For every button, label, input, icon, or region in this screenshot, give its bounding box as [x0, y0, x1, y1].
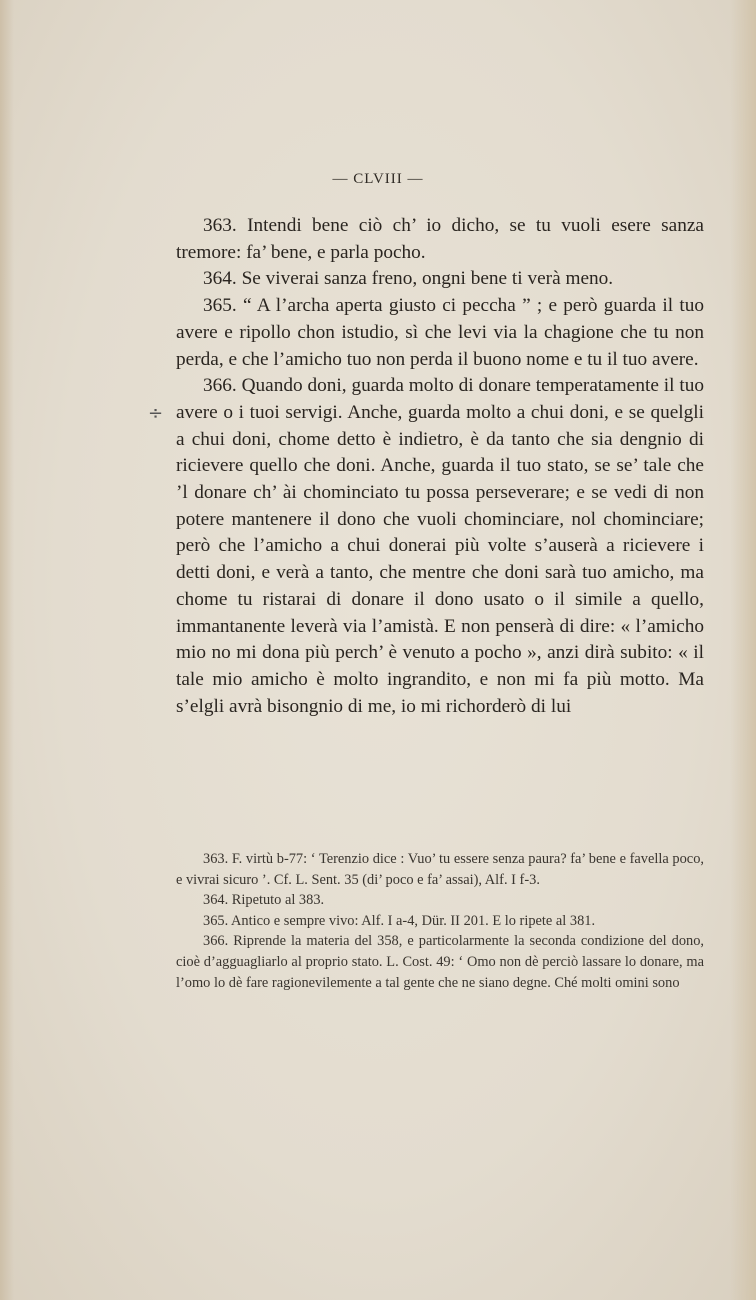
paragraph-363: 363. Intendi bene ciò ch’ io dicho, se tu vuoli esere sanza tremore: fa’ bene, e parla pocho.	[176, 215, 704, 263]
page-edge-right	[730, 0, 756, 1300]
footnote-363: 363. F. virtù b-77: ‘ Terenzio dice : Vuo’ tu essere senza paura? fa’ bene e favella poco, e vivrai sicuro ’. Cf. L. Sent. 35 (di’ poco e fa’ assai), Alf. I f-3.	[176, 851, 704, 888]
paragraph-366: 366. Quando doni, guarda molto di donare temperatamente il tuo avere o i tuoi servigi. Anche, guarda molto a chui doni, e se quelgli a chui doni, chome detto è indietro, è da tanto che sia dengnio di ricievere quello che doni. Anche, guarda il tuo stato, se se’ tale che ’l donare ch’ ài chominciato tu possa perseverare; e se vedi di non potere mantenere il dono che vuoli chominciare, nol chominciare; però che l’amicho a chui donerai più volte s’auserà a ricievere i detti doni, e verà a tanto, che mentre che doni sarà tuo amicho, ma chome tu ristarai di donare il dono usato o il simile a quello, immantanente leverà via l’amistà. E non penserà di dire: « l’amicho mio no mi dona più perch’ è venuto a pocho », anzi dirà subito: « il tale mio amicho è molto ingrandito, e non mi fa più motto. Ma s’elgli avrà bisongnio di me, io mi richorderò di lui	[176, 375, 704, 717]
page-edge-left	[0, 0, 14, 1300]
paragraph-365: 365. “ A l’archa aperta giusto ci peccha ” ; e però guarda il tuo avere e ripollo chon istudio, sì che levi via la chagione che tu non perda, e che l’amicho tuo non perda il buono nome e tu il tuo avere.	[176, 295, 704, 370]
footnote-366: 366. Riprende la materia del 358, e particolarmente la seconda condizione del dono, cioè d’agguagliarlo al proprio stato. L. Cost. 49: ‘ Omo non dè perciò lassare lo donare, ma l’omo lo dè fare ragionevilemente a tal gente che ne siano degne. Ché molti omini sono	[176, 933, 704, 991]
page-number-header: — CLVIII —	[332, 171, 424, 187]
main-text	[176, 213, 704, 720]
margin-mark: ÷	[148, 403, 164, 424]
footnote-365: 365. Antico e sempre vivo: Alf. I a-4, Dür. II 201. E lo ripete al 381.	[203, 912, 596, 929]
footnote-364: 364. Ripetuto al 383.	[203, 892, 325, 909]
paragraph-364: 364. Se viverai sanza freno, ongni bene ti verà meno.	[203, 268, 614, 290]
footnotes	[176, 849, 704, 993]
